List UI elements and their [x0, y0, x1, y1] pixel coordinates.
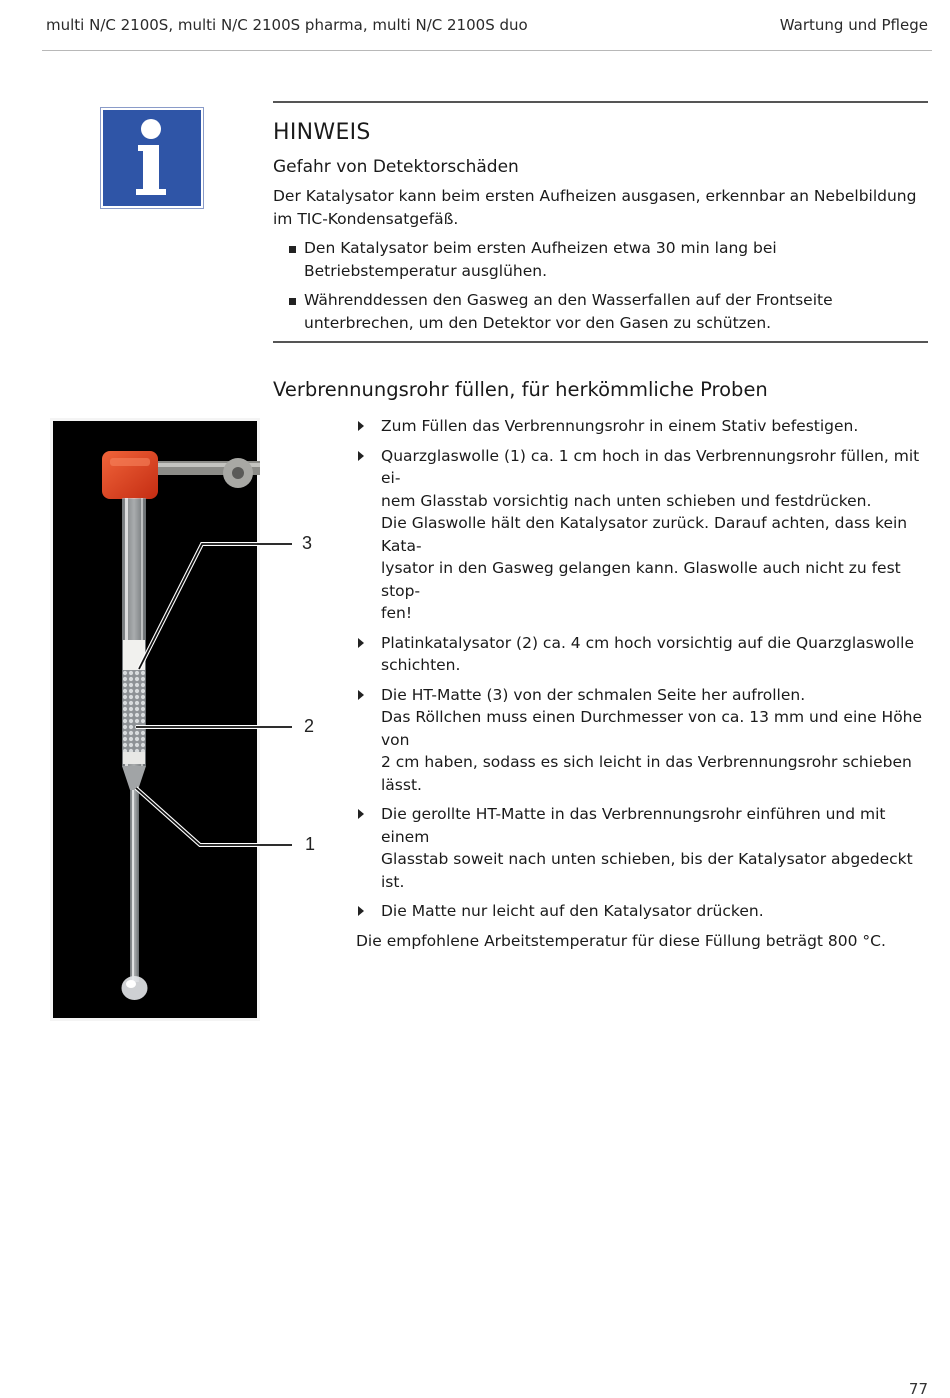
- step-item: [356, 632, 928, 677]
- step-line: fen!: [381, 604, 413, 622]
- callout-number: 3: [302, 533, 313, 553]
- step-line: Die HT-Matte (3) von der schmalen Seite her aufrollen.: [381, 685, 806, 704]
- triangle-step-icon: [358, 809, 364, 819]
- step-item: [356, 415, 928, 438]
- step-line: Die gerollte HT-Matte in das Verbrennungsrohr einführen und mit einem: [381, 805, 886, 846]
- square-bullet-icon: [289, 246, 296, 253]
- step-line: Die Glaswolle hält den Katalysator zurück. Darauf achten, dass kein Kata-: [381, 514, 908, 555]
- step-line: Das Röllchen muss einen Durchmesser von ca. 13 mm und eine Höhe von: [381, 708, 923, 749]
- callout-number: 2: [304, 716, 315, 736]
- header-product: multi N/C 2100S, multi N/C 2100S pharma, multi N/C 2100S duo: [46, 16, 528, 34]
- page-number: 77: [908, 1380, 928, 1398]
- triangle-step-icon: [358, 906, 364, 916]
- triangle-step-icon: [358, 451, 364, 461]
- step-line: Quarzglaswolle (1) ca. 1 cm hoch in das Verbrennungsrohr füllen, mit ei-: [381, 446, 920, 487]
- notice-top-rule: [273, 101, 928, 103]
- notice-bullet-list: [273, 237, 928, 335]
- section-title: Verbrennungsrohr füllen, für herkömmliche Proben: [273, 378, 768, 401]
- notice-box: [273, 101, 928, 343]
- callout-number: 1: [305, 834, 316, 854]
- step-item: [356, 445, 928, 625]
- triangle-step-icon: [358, 421, 364, 431]
- step-item: [356, 900, 928, 923]
- notice-bottom-rule: [273, 341, 928, 343]
- notice-bullet: [273, 289, 928, 335]
- notice-subtitle: Gefahr von Detektorschäden: [273, 157, 519, 177]
- square-bullet-icon: [289, 298, 296, 305]
- header-divider: [42, 50, 932, 51]
- step-item: [356, 684, 928, 797]
- notice-bullet-text: Den Katalysator beim ersten Aufheizen etwa 30 min lang bei Betriebstemperatur ausglühen.: [304, 239, 777, 280]
- figure-callout-lines: [50, 418, 340, 1021]
- header-chapter: Wartung und Pflege: [779, 16, 928, 34]
- step-item: [356, 803, 928, 893]
- step-line: nem Glasstab vorsichtig nach unten schieben und festdrücken.: [381, 491, 872, 510]
- info-icon: [100, 107, 204, 209]
- notice-title: HINWEIS: [273, 120, 371, 145]
- step-line: 2 cm haben, sodass es sich leicht in das Verbrennungsrohr schieben lässt.: [381, 753, 912, 794]
- notice-bullet: [273, 237, 928, 283]
- triangle-step-icon: [358, 638, 364, 648]
- notice-bullet-text: Währenddessen den Gasweg an den Wasserfallen auf der Frontseite unterbrechen, um den Detektor vor den Gasen zu schützen.: [304, 291, 833, 332]
- notice-text: Der Katalysator kann beim ersten Aufheizen ausgasen, erkennbar an Nebelbildung im TIC-Kondensatgefäß.: [273, 187, 917, 228]
- step-line: Platinkatalysator (2) ca. 4 cm hoch vorsichtig auf die Quarzglaswolle: [381, 633, 915, 652]
- triangle-step-icon: [358, 690, 364, 700]
- step-line: Glasstab soweit nach unten schieben, bis der Katalysator abgedeckt ist.: [381, 850, 913, 891]
- step-line: Die Matte nur leicht auf den Katalysator drücken.: [381, 902, 764, 920]
- step-line: schichten.: [381, 656, 461, 674]
- step-line: lysator in den Gasweg gelangen kann. Glaswolle auch nicht zu fest stop-: [381, 559, 901, 600]
- step-line: Zum Füllen das Verbrennungsrohr in einem Stativ befestigen.: [381, 417, 859, 435]
- instruction-steps: [356, 415, 928, 952]
- conclusion-text: Die empfohlene Arbeitstemperatur für diese Füllung beträgt 800 °C.: [356, 931, 886, 950]
